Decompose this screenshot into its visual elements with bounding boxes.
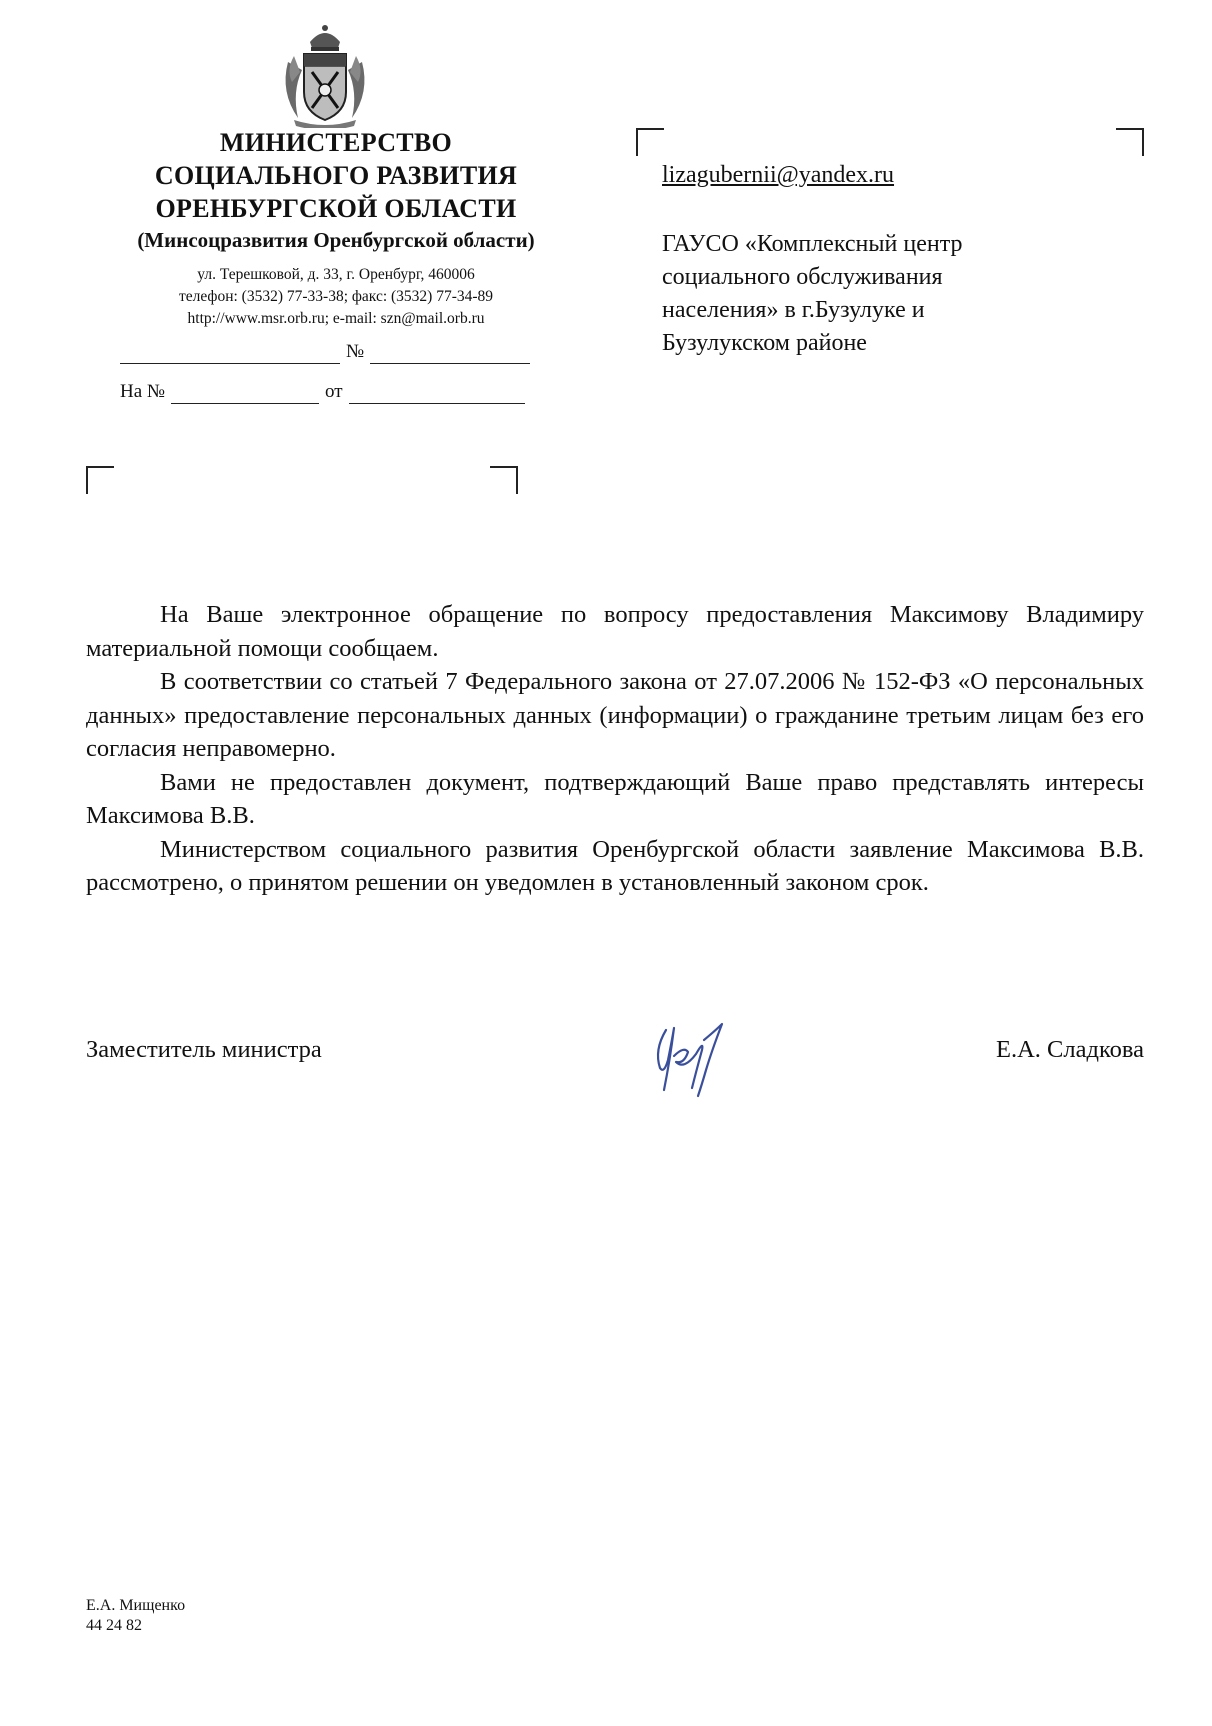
date-blank bbox=[120, 345, 340, 364]
org-name-line-1: МИНИСТЕРСТВО bbox=[219, 128, 453, 157]
signatory-name: Е.А. Сладкова bbox=[996, 1036, 1144, 1063]
executor-phone: 44 24 82 bbox=[86, 1617, 142, 1634]
reply-number-blank bbox=[171, 385, 319, 404]
reply-number-label: На № bbox=[120, 381, 166, 402]
number-label: № bbox=[346, 341, 365, 362]
org-short-name: (Минсоцразвития Оренбургской области) bbox=[137, 228, 535, 252]
outgoing-registration-line bbox=[120, 340, 552, 364]
addressee-corner-right bbox=[1116, 128, 1144, 156]
handwritten-signature bbox=[644, 1010, 744, 1100]
recipient-name-line: населения» в г.Бузулуке и bbox=[662, 297, 925, 323]
org-phone-fax: телефон: (3532) 77-33-38; факс: (3532) 77-34-89 bbox=[178, 288, 494, 305]
body-paragraph: Вами не предоставлен документ, подтверждающий Ваше право представлять интересы Максимова В.В. bbox=[86, 768, 1144, 829]
org-web-email: http://www.msr.orb.ru; e-mail: szn@mail.orb.ru bbox=[187, 310, 485, 327]
addressee-corner-left bbox=[636, 128, 664, 156]
body-paragraph: В соответствии со статьей 7 Федерального закона от 27.07.2006 № 152-ФЗ «О персональных данных» предоставление персональных данных (информации) о гражданине третьим лицам без его согласия неправомерно. bbox=[86, 668, 1144, 762]
body-paragraph: На Ваше электронное обращение по вопросу предоставления Максимову Владимиру материальной помощи сообщаем. bbox=[86, 601, 1144, 662]
subject-corner-left bbox=[86, 466, 114, 494]
recipient-name-line: Бузулукском районе bbox=[662, 330, 867, 356]
number-blank bbox=[370, 345, 530, 364]
org-address: ул. Терешковой, д. 33, г. Оренбург, 460006 bbox=[197, 266, 475, 283]
recipient-name-line: ГАУСО «Комплексный центр bbox=[662, 231, 963, 257]
letter-body bbox=[86, 598, 1144, 900]
org-name-line-3: ОРЕНБУРГСКОЙ ОБЛАСТИ bbox=[155, 194, 517, 223]
reply-date-label: от bbox=[325, 381, 343, 402]
body-paragraph: Министерством социального развития Оренбургской области заявление Максимова В.В. рассмотрено, о принятом решении он уведомлен в установленный законом срок. bbox=[86, 835, 1144, 896]
executor-name: Е.А. Мищенко bbox=[86, 1597, 186, 1614]
recipient-name-line: социального обслуживания bbox=[662, 264, 943, 290]
signatory-position: Заместитель министра bbox=[86, 1036, 322, 1063]
reply-date-blank bbox=[349, 385, 525, 404]
subject-corner-right bbox=[490, 466, 518, 494]
org-name-line-2: СОЦИАЛЬНОГО РАЗВИТИЯ bbox=[154, 161, 518, 190]
reply-registration-line bbox=[120, 380, 552, 404]
coat-of-arms-icon bbox=[280, 22, 370, 128]
recipient-email: lizagubernii@yandex.ru bbox=[662, 162, 895, 188]
